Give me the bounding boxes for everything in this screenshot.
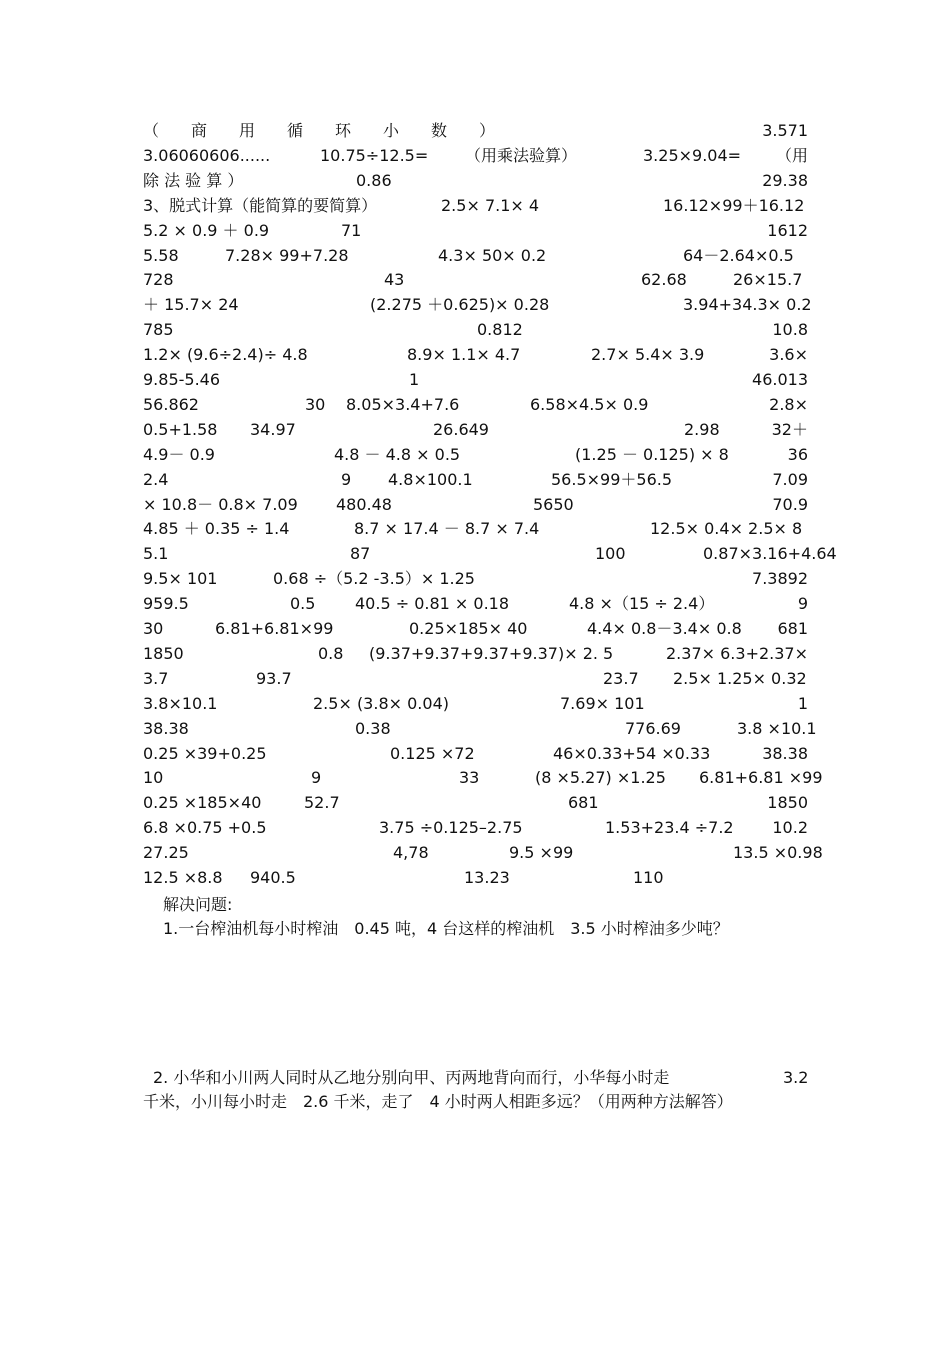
line-segment: 30 xyxy=(305,394,326,414)
line-segment: 5650 xyxy=(533,494,574,514)
line-segment: 8.9× 1.1× 4.7 xyxy=(407,345,521,365)
line-segment: 64－2.64×0.5 xyxy=(683,245,794,265)
line-segment: 1 xyxy=(409,370,420,389)
line-segment: 6.81+6.81 ×99 xyxy=(699,768,823,788)
line-segment: 12.5 ×8.8 xyxy=(143,868,223,887)
line-segment: 3.8×10.1 xyxy=(143,693,218,713)
line-segment: ＋ 15.7× 24 xyxy=(143,295,239,315)
worksheet-line xyxy=(143,743,808,765)
line-segment: 62.68 xyxy=(641,270,687,290)
line-segment: 9 xyxy=(797,594,808,614)
line-segment: 1.53+23.4 ÷7.2 xyxy=(605,818,734,838)
line-segment: 除 法 验 算 ） xyxy=(143,170,244,190)
line-segment: 29.38 xyxy=(762,170,808,190)
line-segment: 681 xyxy=(777,619,808,638)
line-segment: 6.81+6.81×99 xyxy=(215,619,334,638)
line-segment: 6.58×4.5× 0.9 xyxy=(530,394,649,414)
worksheet-line xyxy=(143,195,808,217)
worksheet-line xyxy=(143,643,808,665)
worksheet-line xyxy=(143,269,808,291)
line-segment: 785 xyxy=(143,320,174,340)
line-segment: 71 xyxy=(341,220,362,240)
line-segment: 8.7 × 17.4 － 8.7 × 7.4 xyxy=(354,519,540,539)
line-segment: 8.05×3.4+7.6 xyxy=(346,394,460,414)
line-segment: 0.25 ×185×40 xyxy=(143,793,262,813)
line-segment: 1 xyxy=(797,693,808,713)
worksheet-line xyxy=(143,568,808,590)
worksheet-line xyxy=(143,693,808,715)
line-segment: 38.38 xyxy=(762,743,808,763)
line-segment: 6.8 ×0.75 +0.5 xyxy=(143,818,267,838)
line-segment: 32＋ xyxy=(771,419,808,439)
worksheet-line xyxy=(143,319,808,341)
line-segment: 9.5× 101 xyxy=(143,569,218,589)
line-segment: 93.7 xyxy=(256,668,292,688)
line-segment: （用 xyxy=(775,145,808,165)
line-segment: × 10.8－ 0.8× 7.09 xyxy=(143,494,298,514)
line-segment: 0.812 xyxy=(477,320,523,340)
line-segment: 12.5× 0.4× 2.5× 8 xyxy=(650,519,803,539)
worksheet-line xyxy=(143,543,837,565)
problem-2-line-2: 千米，小川每小时走 2.6 千米，走了 4 小时两人相距多远？（用两种方法解答） xyxy=(143,1092,733,1111)
line-segment: 34.97 xyxy=(250,419,296,439)
line-segment: 70.9 xyxy=(772,494,808,514)
line-segment: 110 xyxy=(633,868,664,887)
line-segment: 40.5 ÷ 0.81 × 0.18 xyxy=(355,594,510,614)
line-segment: 33 xyxy=(459,768,480,788)
line-segment: 0.86 xyxy=(356,170,392,190)
line-segment: (2.275 ＋0.625)× 0.28 xyxy=(370,295,550,315)
line-segment: 13.5 ×0.98 xyxy=(733,843,823,863)
line-segment: 7.28× 99+7.28 xyxy=(225,245,349,265)
line-segment: 10.8 xyxy=(772,320,808,340)
line-segment: 10 xyxy=(143,768,164,788)
line-segment: 4,78 xyxy=(393,843,429,863)
line-segment: 3.8 ×10.1 xyxy=(737,718,817,738)
line-segment: 9.85-5.46 xyxy=(143,370,221,389)
line-segment: 5.1 xyxy=(143,544,169,564)
line-segment: 3.6× xyxy=(769,345,808,365)
worksheet-line xyxy=(143,394,808,416)
line-segment: 3.25×9.04= xyxy=(643,145,742,165)
line-segment: 2.5× 7.1× 4 xyxy=(441,195,540,215)
line-segment: (8 ×5.27) ×1.25 xyxy=(535,768,666,788)
line-segment: 52.7 xyxy=(304,793,340,813)
line-segment: 0.87×3.16+4.64 xyxy=(703,544,837,564)
line-segment: 26×15.7 xyxy=(733,270,803,290)
line-segment: 2.98 xyxy=(684,419,720,439)
line-segment: 3、脱式计算（能简算的要简算） xyxy=(143,195,378,215)
line-segment: 3.06060606...... xyxy=(143,145,271,165)
line-segment: (9.37+9.37+9.37+9.37)× 2. 5 xyxy=(369,643,614,663)
problem-2-speed: 3.2 xyxy=(783,1068,809,1087)
line-segment: 10.2 xyxy=(772,818,808,838)
line-segment: 2.7× 5.4× 3.9 xyxy=(591,345,705,365)
line-segment: 2.8× xyxy=(769,394,808,414)
line-segment: 2.5× (3.8× 0.04) xyxy=(313,693,449,713)
worksheet-line xyxy=(143,444,808,466)
line-segment: 480.48 xyxy=(336,494,392,514)
worksheet-line xyxy=(143,767,823,789)
line-segment: 30 xyxy=(143,619,164,638)
line-segment: 13.23 xyxy=(464,868,510,887)
line-segment: 0.5+1.58 xyxy=(143,419,218,439)
section-title: 解决问题: xyxy=(163,895,233,914)
line-segment: 4.4× 0.8－3.4× 0.8 xyxy=(587,619,742,638)
line-segment: 4.85 ＋ 0.35 ÷ 1.4 xyxy=(143,519,290,539)
worksheet-line xyxy=(143,518,808,540)
line-segment: 56.5×99＋56.5 xyxy=(551,469,673,489)
line-segment: 46×0.33+54 ×0.33 xyxy=(553,743,711,763)
line-segment: 2.37× 6.3+2.37× xyxy=(666,643,808,663)
line-segment: 1850 xyxy=(143,643,184,663)
line-segment: 0.68 ÷（5.2 -3.5）× 1.25 xyxy=(273,569,475,589)
line-segment: 0.8 xyxy=(318,643,344,663)
line-segment: 5.58 xyxy=(143,245,179,265)
worksheet-line xyxy=(143,170,808,192)
line-segment: 4.8 ×（15 ÷ 2.4） xyxy=(569,594,715,614)
line-segment: 87 xyxy=(350,544,371,564)
line-segment: 7.69× 101 xyxy=(560,693,645,713)
worksheet-line xyxy=(143,792,808,814)
line-segment: 2.4 xyxy=(143,469,169,489)
worksheet-line xyxy=(143,593,808,615)
worksheet-line xyxy=(143,718,817,740)
line-segment: 4.8×100.1 xyxy=(388,469,473,489)
worksheet-line xyxy=(143,867,808,889)
worksheet-line xyxy=(143,369,808,391)
line-segment: （用乘法验算） xyxy=(465,145,578,165)
line-segment: 9 xyxy=(341,469,352,489)
line-segment: 46.013 xyxy=(752,370,808,389)
worksheet-line xyxy=(143,469,808,491)
line-segment: 3.75 ÷0.125–2.75 xyxy=(379,818,523,838)
line-segment: 3.7 xyxy=(143,668,169,688)
line-segment: 4.9－ 0.9 xyxy=(143,444,215,464)
line-segment: 1.2× (9.6÷2.4)÷ 4.8 xyxy=(143,345,308,365)
line-segment: 9.5 ×99 xyxy=(509,843,574,863)
line-segment: 7.09 xyxy=(772,469,808,489)
worksheet-line xyxy=(143,344,808,366)
worksheet-line xyxy=(143,294,812,316)
line-segment: 10.75÷12.5= xyxy=(320,145,429,165)
worksheet-line xyxy=(143,220,808,242)
line-segment: (1.25 － 0.125) × 8 xyxy=(575,444,729,464)
line-segment: 3.94+34.3× 0.2 xyxy=(683,295,812,315)
line-segment: 16.12×99＋16.12 xyxy=(663,195,805,215)
line-segment: 4.3× 50× 0.2 xyxy=(438,245,547,265)
worksheet-line xyxy=(143,245,808,267)
problem-1: 1.一台榨油机每小时榨油 0.45 吨，4 台这样的榨油机 3.5 小时榨油多少吨？ xyxy=(163,919,729,938)
line-segment: 776.69 xyxy=(625,718,681,738)
line-segment: 0.5 xyxy=(290,594,316,614)
line-segment: 100 xyxy=(595,544,626,564)
line-segment: 9 xyxy=(311,768,322,788)
worksheet-line xyxy=(143,618,808,640)
line-segment: 1612 xyxy=(767,220,808,240)
line-segment: 0.25 ×39+0.25 xyxy=(143,743,267,763)
line-segment: 2.5× 1.25× 0.32 xyxy=(673,668,807,688)
worksheet-line xyxy=(143,668,808,690)
line-segment: 940.5 xyxy=(250,868,296,887)
line-segment: 1850 xyxy=(767,793,808,813)
line-segment: 26.649 xyxy=(433,419,489,439)
line-segment: 56.862 xyxy=(143,394,199,414)
line-segment: 0.125 ×72 xyxy=(390,743,475,763)
worksheet-line xyxy=(143,120,808,142)
line-segment: 38.38 xyxy=(143,718,189,738)
line-segment: 23.7 xyxy=(603,668,639,688)
line-segment: 728 xyxy=(143,270,174,290)
worksheet-line xyxy=(143,419,808,441)
line-segment: 0.38 xyxy=(355,718,391,738)
line-segment: 4.8 － 4.8 × 0.5 xyxy=(334,444,461,464)
problem-2-line-1: 2. 小华和小川两人同时从乙地分别向甲、丙两地背向而行，小华每小时走 xyxy=(153,1068,670,1087)
line-segment: 681 xyxy=(568,793,599,813)
line-segment: 3.571 xyxy=(762,121,808,140)
line-segment: 43 xyxy=(384,270,405,290)
line-segment: 7.3892 xyxy=(752,569,808,589)
worksheet-line xyxy=(143,494,808,516)
line-segment: 959.5 xyxy=(143,594,189,614)
worksheet-line xyxy=(143,842,823,864)
line-segment: 0.25×185× 40 xyxy=(409,619,528,638)
line-segment: 36 xyxy=(787,444,808,464)
worksheet-line xyxy=(143,817,808,839)
line-segment: 5.2 × 0.9 ＋ 0.9 xyxy=(143,220,270,240)
line-segment: （ 商 用 循 环 小 数 ） xyxy=(143,121,496,140)
worksheet-line xyxy=(143,145,808,167)
line-segment: 27.25 xyxy=(143,843,189,863)
